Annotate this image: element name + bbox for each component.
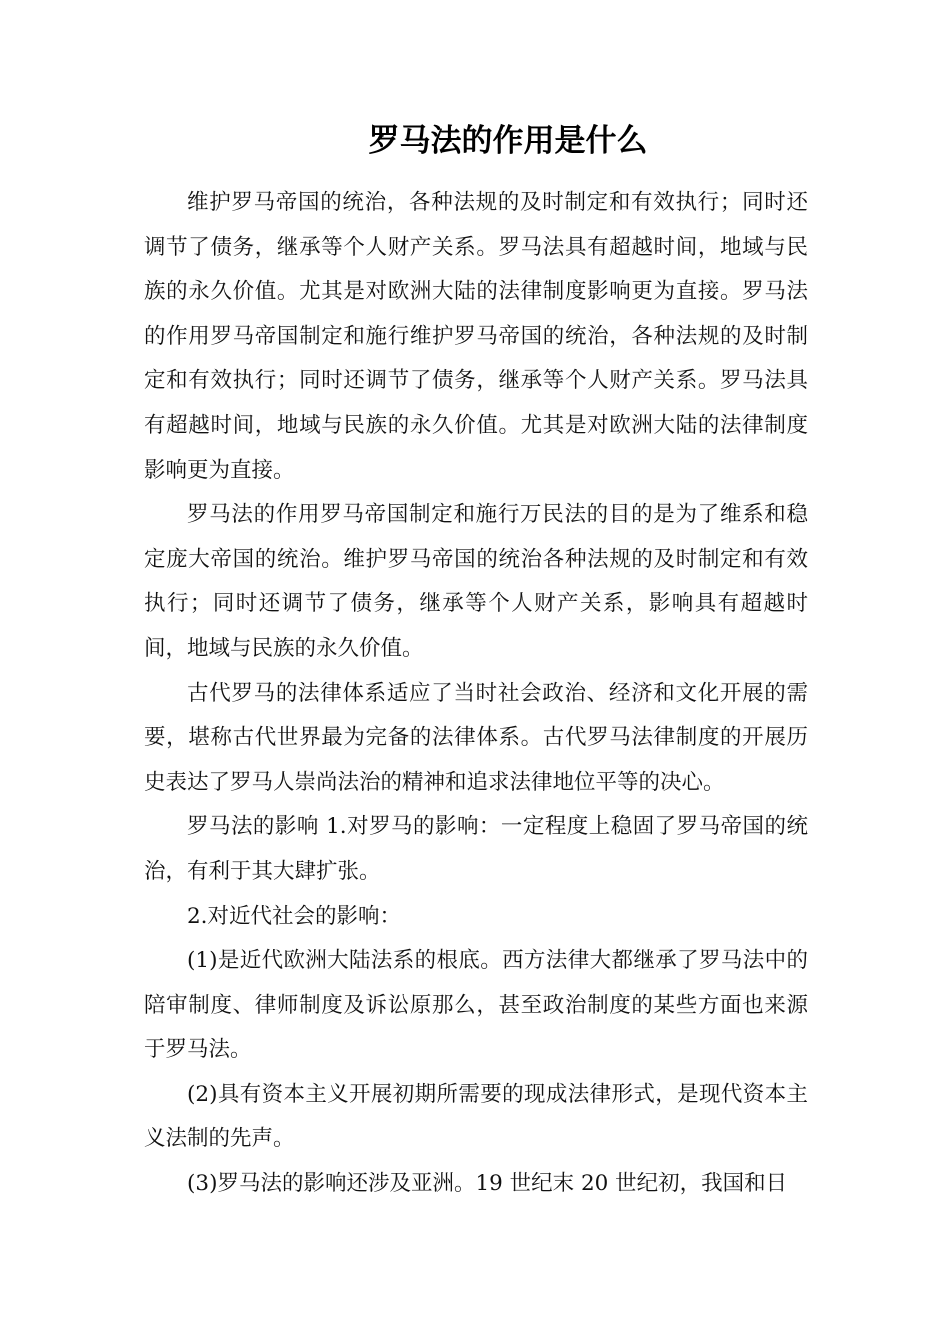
document-title: 罗马法的作用是什么 <box>368 123 648 159</box>
paragraph-4: 罗马法的影响 1.对罗马的影响：一定程度上稳固了罗马帝国的统治，有利于其大肆扩张。 <box>144 814 808 884</box>
paragraph-7: (2)具有资本主义开展初期所需要的现成法律形式，是现代资本主义法制的先声。 <box>144 1081 808 1152</box>
paragraph-8: (3)罗马法的影响还涉及亚洲。19 世纪末 20 世纪初，我国和日 <box>187 1171 788 1197</box>
paragraph-6: (1)是近代欧洲大陆法系的根底。西方法律大都继承了罗马法中的陪审制度、律师制度及诉讼原那么，甚至政治制度的某些方面也来源于罗马法。 <box>144 948 808 1063</box>
paragraph-3: 古代罗马的法律体系适应了当时社会政治、经济和文化开展的需要，堪称古代世界最为完备的法律体系。古代罗马法律制度的开展历史表达了罗马人崇尚法治的精神和追求法律地位平等的决心。 <box>144 680 808 795</box>
paragraph-5: 2.对近代社会的影响： <box>187 903 402 929</box>
paragraph-1: 维护罗马帝国的统治，各种法规的及时制定和有效执行；同时还调节了债务，继承等个人财产关系。罗马法具有超越时间，地域与民族的永久价值。尤其是对欧洲大陆的法律制度影响更为直接。罗马法的作用罗马帝国制定和施行维护罗马帝国的统治，各种法规的及时制定和有效执行；同时还调节了债务，继承等个人财产关系。罗马法具有超越时间，地域与民族的永久价值。尤其是对欧洲大陆的法律制度影响更为直接。 <box>144 190 808 483</box>
document-body <box>144 181 808 1207</box>
paragraph-2: 罗马法的作用罗马帝国制定和施行万民法的目的是为了维系和稳定庞大帝国的统治。维护罗马帝国的统治各种法规的及时制定和有效执行；同时还调节了债务，继承等个人财产关系，影响具有超越时间，地域与民族的永久价值。 <box>144 502 808 661</box>
